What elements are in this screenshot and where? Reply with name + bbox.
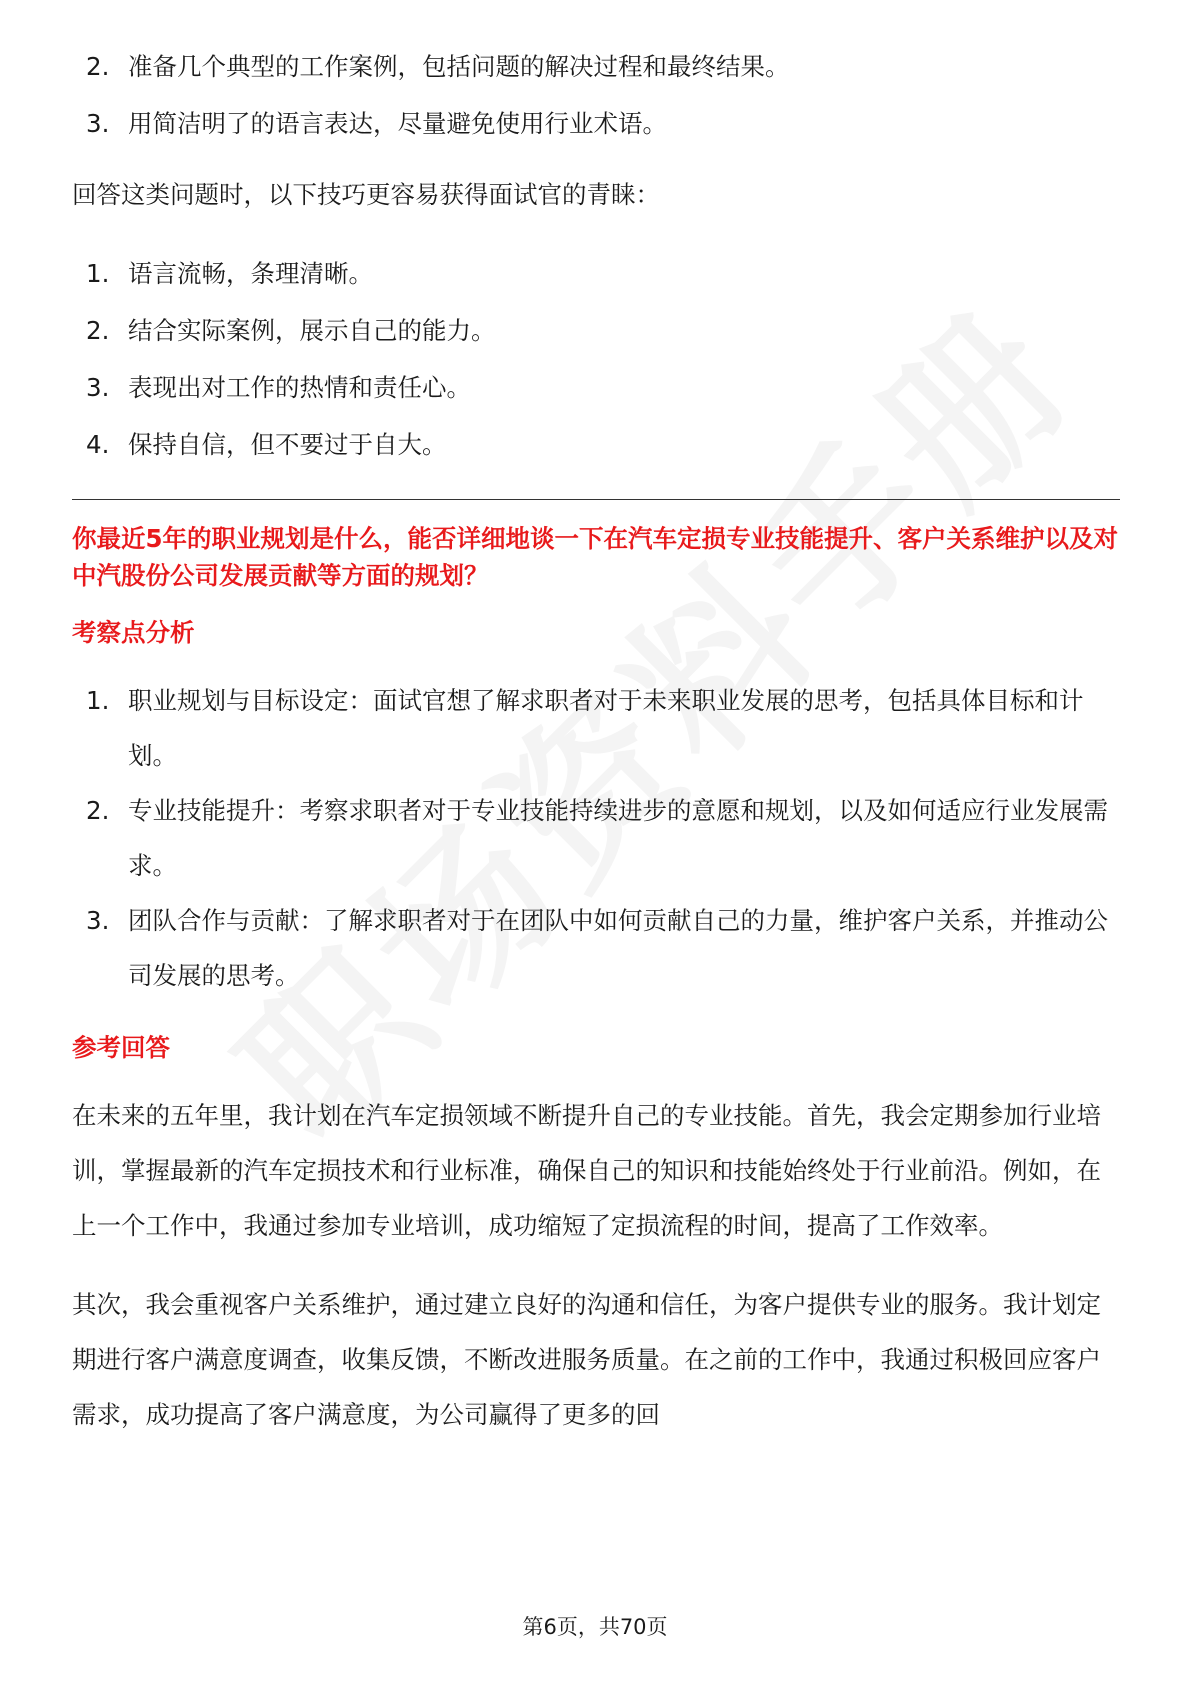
- list-item: [72, 359, 1120, 416]
- page-content: [72, 38, 1120, 1442]
- list-item: [72, 416, 1120, 473]
- section-divider: [72, 499, 1120, 500]
- list-item-number: 2.: [86, 796, 110, 825]
- list-item-number: 3.: [86, 109, 110, 138]
- list-item: [72, 245, 1120, 302]
- list-item-text: 结合实际案例，展示自己的能力。: [128, 316, 496, 345]
- list-item-text: 专业技能提升：考察求职者对于专业技能持续进步的意愿和规划，以及如何适应行业发展需求。: [128, 796, 1108, 880]
- tips-intro-paragraph: 回答这类问题时，以下技巧更容易获得面试官的青睐：: [72, 180, 660, 209]
- list-item-text: 用简洁明了的语言表达，尽量避免使用行业术语。: [128, 109, 667, 138]
- list-item-text: 准备几个典型的工作案例，包括问题的解决过程和最终结果。: [128, 52, 790, 81]
- list-item-text: 语言流畅，条理清晰。: [128, 259, 373, 288]
- list-item-text: 团队合作与贡献：了解求职者对于在团队中如何贡献自己的力量，维护客户关系，并推动公司发展的思考。: [128, 906, 1108, 990]
- list-item-number: 1.: [86, 259, 110, 288]
- list-item-number: 1.: [86, 686, 110, 715]
- list-item: [72, 302, 1120, 359]
- list-item-text: 职业规划与目标设定：面试官想了解求职者对于未来职业发展的思考，包括具体目标和计划。: [128, 686, 1084, 770]
- list-item-number: 4.: [86, 430, 110, 459]
- list-item-number: 3.: [86, 373, 110, 402]
- list-item-text: 保持自信，但不要过于自大。: [128, 430, 447, 459]
- analysis-list: [72, 673, 1120, 1003]
- page-number-footer: 第6页，共70页: [522, 1615, 668, 1639]
- list-item: [72, 673, 1120, 783]
- list-item-number: 2.: [86, 316, 110, 345]
- answer-paragraph: 其次，我会重视客户关系维护，通过建立良好的沟通和信任，为客户提供专业的服务。我计划定期进行客户满意度调查，收集反馈，不断改进服务质量。在之前的工作中，我通过积极回应客户需求，成功提高了客户满意度，为公司赢得了更多的回: [72, 1290, 1101, 1429]
- question-heading: 你最近5年的职业规划是什么，能否详细地谈一下在汽车定损专业技能提升、客户关系维护以及对中汽股份公司发展贡献等方面的规划？: [72, 524, 1119, 590]
- answer-heading: 参考回答: [72, 1033, 170, 1062]
- tips-list-continued: [72, 38, 1120, 152]
- list-item: [72, 783, 1120, 893]
- list-item-number: 3.: [86, 906, 110, 935]
- analysis-heading: 考察点分析: [72, 618, 195, 647]
- answer-paragraph: 在未来的五年里，我计划在汽车定损领域不断提升自己的专业技能。首先，我会定期参加行业培训，掌握最新的汽车定损技术和行业标准，确保自己的知识和技能始终处于行业前沿。例如，在上一个工作中，我通过参加专业培训，成功缩短了定损流程的时间，提高了工作效率。: [72, 1101, 1101, 1240]
- list-item: [72, 38, 1120, 95]
- list-item: [72, 95, 1120, 152]
- list-item: [72, 893, 1120, 1003]
- list-item-number: 2.: [86, 52, 110, 81]
- answer-tips-list: [72, 245, 1120, 473]
- list-item-text: 表现出对工作的热情和责任心。: [128, 373, 471, 402]
